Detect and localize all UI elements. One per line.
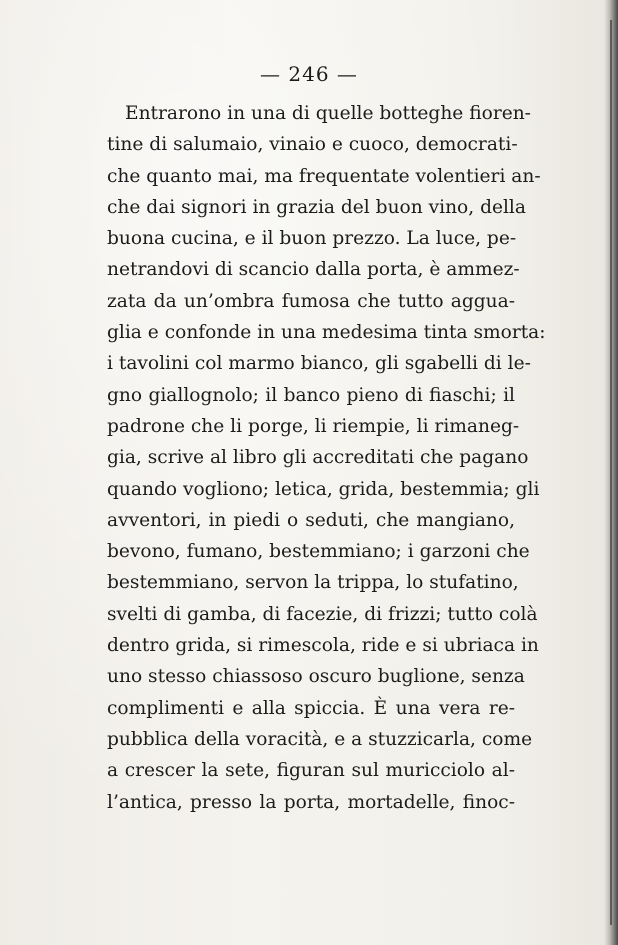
text-line: gno giallognolo; il banco pieno di fiaschi; il [107, 384, 515, 406]
text-line: bestemmiano, servon la trippa, lo stufatino, [107, 572, 519, 594]
text-line: l’antica, presso la porta, mortadelle, finoc- [107, 791, 515, 813]
text-line: gia, scrive al libro gli accreditati che pagano [107, 447, 529, 469]
text-line: a crescer la sete, figuran sul muricciolo al- [107, 760, 515, 782]
text-line: Entrarono in una di quelle botteghe fioren- [125, 103, 531, 124]
text-line: avventori, in piedi o seduti, che mangiano, [107, 509, 515, 531]
text-line: complimenti e alla spiccia. È una vera re- [107, 697, 515, 719]
text-line: buona cucina, e il buon prezzo. La luce, pe- [107, 228, 517, 250]
text-line: zata da un’ombra fumosa che tutto aggua- [107, 290, 515, 312]
text-line: bevono, fumano, bestemmiano; i garzoni che [107, 541, 530, 563]
text-line: padrone che li porge, li riempie, li rimaneg- [107, 415, 520, 437]
text-line: quando vogliono; letica, grida, bestemmia; gli [107, 478, 540, 500]
text-line: che dai signori in grazia del buon vino, della [107, 196, 526, 218]
body-text [107, 98, 546, 818]
text-line: che quanto mai, ma frequentate volentieri an- [107, 165, 541, 187]
text-line: dentro grida, si rimescola, ride e si ubriaca in [107, 635, 539, 657]
text-line: i tavolini col marmo bianco, gli sgabelli di le- [107, 353, 531, 375]
text-line: uno stesso chiassoso oscuro buglione, senza [107, 666, 525, 688]
text-line: tine di salumaio, vinaio e cuoco, democrati- [107, 134, 518, 156]
text-line: svelti di gamba, di facezie, di frizzi; tutto colà [107, 603, 538, 625]
page-number: — 246 — [260, 62, 358, 86]
text-line: glia e confonde in una medesima tinta smorta: [107, 322, 546, 344]
text-line: pubblica della voracità, e a stuzzicarla, come [107, 728, 533, 750]
page-edge-line [610, 20, 612, 925]
text-line: netrandovi di scancio dalla porta, è ammez- [107, 259, 520, 281]
